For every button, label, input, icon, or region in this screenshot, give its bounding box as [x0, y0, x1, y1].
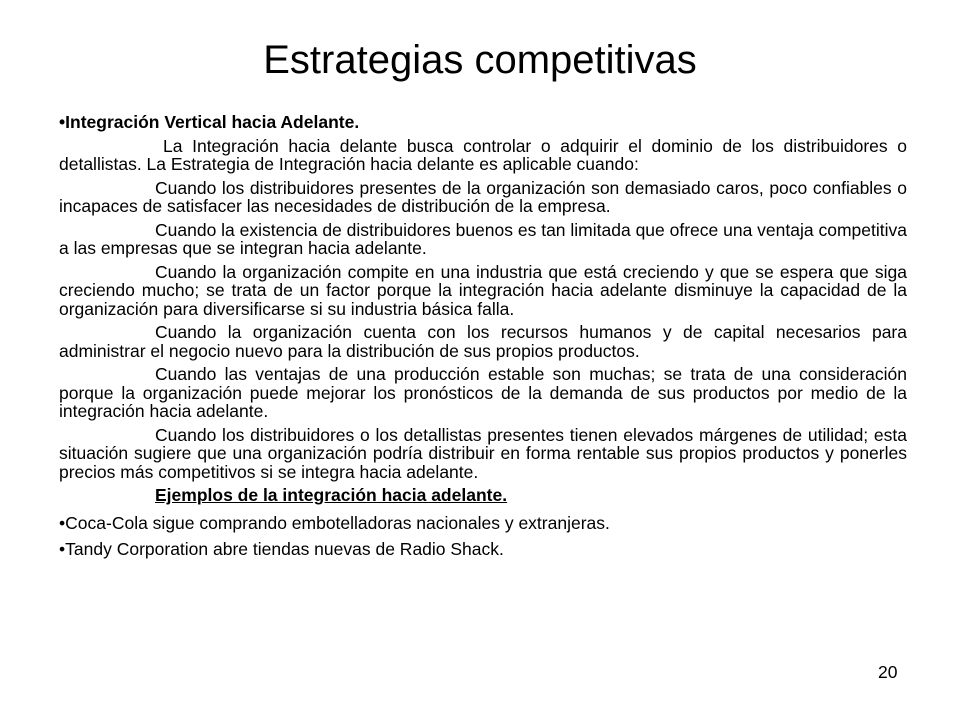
- condition-paragraph: Cuando las ventajas de una producción estable son muchas; se trata de una consideración porque la organización puede mejorar los pronósticos de la demanda de sus productos por medio de la integración hacia adelante.: [59, 364, 907, 421]
- condition-paragraph: Cuando los distribuidores presentes de la organización son demasiado caros, poco confiables o incapaces de satisfacer las necesidades de distribución de la empresa.: [59, 177, 907, 216]
- slide-title: Estrategias competitivas: [263, 38, 697, 82]
- section-heading: [59, 113, 907, 132]
- example-text: Coca-Cola sigue comprando embotelladoras nacionales y extranjeras.: [65, 512, 610, 533]
- condition-paragraph: Cuando los distribuidores o los detallistas presentes tienen elevados márgenes de utilidad; esta situación sugiere que una organización podría distribuir en forma rentable sus propios productos y ponerles precios más competitivos si se integra hacia adelante.: [59, 424, 907, 482]
- bullet-icon: •: [59, 112, 66, 132]
- intro-paragraph: La Integración hacia delante busca controlar o adquirir el dominio de los distribuidores o detallistas. La Estrategia de Integración hacia delante es aplicable cuando:: [59, 135, 907, 174]
- condition-paragraph: Cuando la existencia de distribuidores buenos es tan limitada que ofrece una ventaja competitiva a las empresas que se integran hacia adelante.: [59, 219, 907, 258]
- section-heading-text: Integración Vertical hacia Adelante.: [65, 112, 360, 132]
- slide-content: [59, 113, 907, 567]
- example-item: [59, 540, 907, 559]
- condition-paragraph: Cuando la organización compite en una industria que está creciendo y que se espera que siga creciendo mucho; se trata de un factor porque la integración hacia adelante disminuye la capacidad de la organización para diversificarse si su industria básica falla.: [59, 261, 907, 319]
- examples-heading: Ejemplos de la integración hacia adelante.: [155, 485, 508, 505]
- page-number: 20: [878, 662, 898, 682]
- bullet-icon: •: [59, 539, 66, 559]
- example-item: [59, 514, 907, 533]
- example-text: Tandy Corporation abre tiendas nuevas de Radio Shack.: [65, 539, 504, 559]
- condition-paragraph: Cuando la organización cuenta con los recursos humanos y de capital necesarios para administrar el negocio nuevo para la distribución de sus propios productos.: [59, 322, 907, 361]
- bullet-icon: •: [59, 512, 66, 533]
